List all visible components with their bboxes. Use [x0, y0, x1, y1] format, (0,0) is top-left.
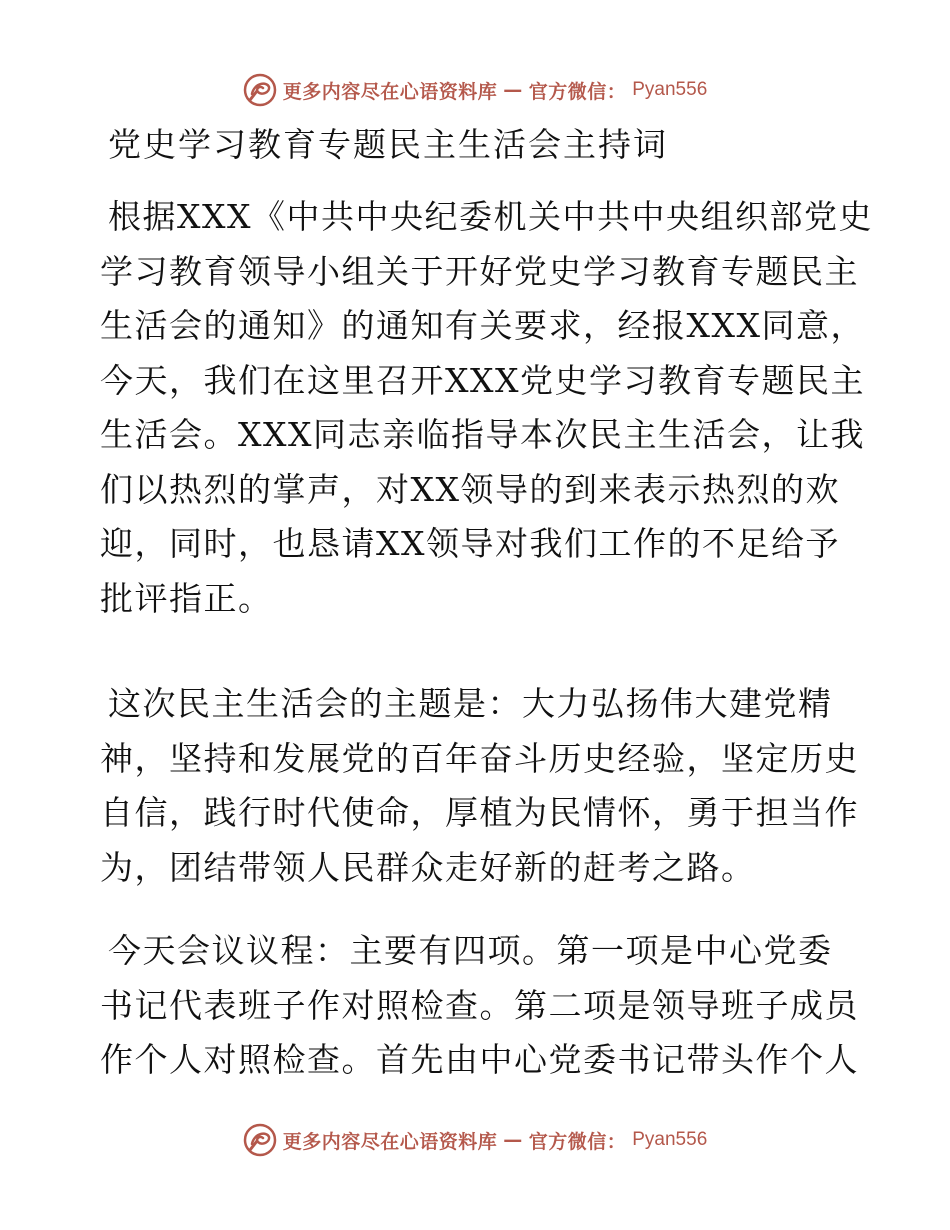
banner-dash: —	[503, 79, 523, 101]
header-watermark-banner	[0, 70, 950, 110]
text-line: 学习教育领导小组关于开好党史学习教育专题民主	[100, 251, 859, 291]
text-line: 们以热烈的掌声，对XX领导的到来表示热烈的欢	[100, 469, 840, 509]
text-line: 为，团结带领人民群众走好新的赶考之路。	[100, 847, 756, 887]
footer-watermark-banner	[0, 1120, 950, 1160]
text-line: 今天会议议程：主要有四项。第一项是中心党委	[108, 931, 833, 970]
text-line: 批评指正。	[100, 578, 273, 618]
text-line: 神，坚持和发展党的百年奋斗历史经验，坚定历史	[100, 738, 859, 778]
banner-wechat-id: Pyan556	[632, 79, 708, 100]
banner-wechat-label: 官方微信：	[528, 1130, 627, 1153]
text-line: 生活会。XXX同志亲临指导本次民主生活会，让我	[100, 415, 865, 454]
banner-wechat-label: 官方微信：	[528, 80, 627, 103]
text-line: 根据XXX《中共中央纪委机关中共中央组织部党史	[108, 197, 873, 236]
banner-dash: —	[503, 1129, 523, 1151]
text-line: 作个人对照检查。首先由中心党委书记带头作个人	[100, 1040, 859, 1079]
banner-wechat-id: Pyan556	[632, 1129, 708, 1150]
text-line: 书记代表班子作对照检查。第二项是领导班子成员	[100, 985, 859, 1025]
banner-brand-text: 更多内容尽在心语资料库	[282, 1130, 498, 1153]
text-line: 这次民主生活会的主题是：大力弘扬伟大建党精	[108, 684, 833, 723]
text-line: 今天，我们在这里召开XXX党史学习教育专题民主	[100, 360, 865, 400]
red-swirl-logo-icon	[243, 73, 277, 107]
banner-brand-text: 更多内容尽在心语资料库	[282, 80, 498, 103]
text-line: 生活会的通知》的通知有关要求，经报XXX同意，	[100, 306, 865, 345]
text-line: 迎，同时，也恳请XX领导对我们工作的不足给予	[100, 524, 840, 563]
text-line: 自信，践行时代使命，厚植为民情怀，勇于担当作	[100, 793, 859, 832]
document-title: 党史学习教育专题民主生活会主持词	[108, 125, 668, 164]
paragraph-3	[0, 924, 950, 1088]
paragraph-2	[0, 677, 950, 895]
paragraph-1	[0, 190, 950, 626]
red-swirl-logo-icon	[243, 1123, 277, 1157]
